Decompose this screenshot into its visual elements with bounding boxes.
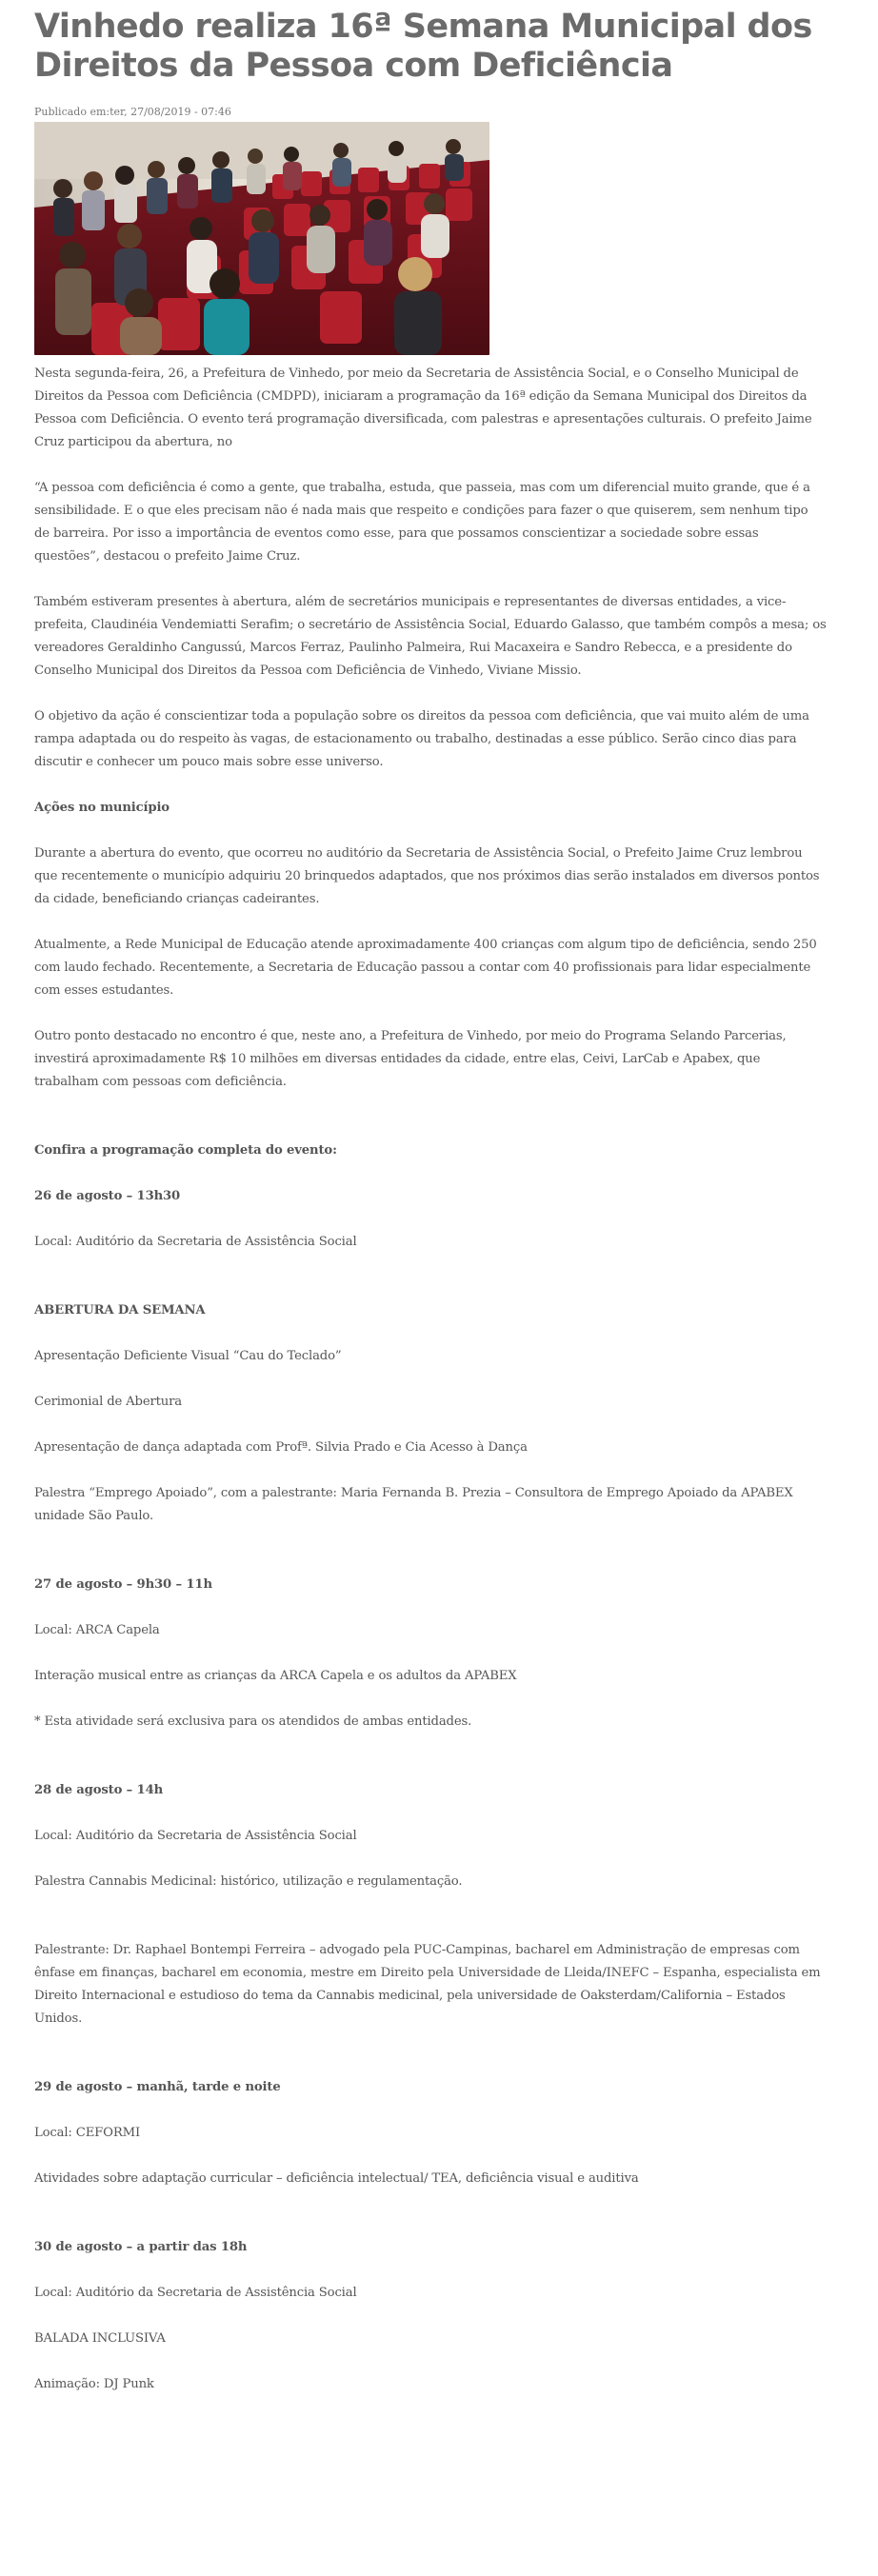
day-heading: 29 de agosto – manhã, tarde e noite [34, 2080, 281, 2094]
day-heading: 26 de agosto – 13h30 [34, 1189, 181, 1203]
day-location: Local: Auditório da Secretaria de Assistência Social [34, 2286, 357, 2300]
day-location: Local: Auditório da Secretaria de Assistência Social [34, 1829, 357, 1843]
schedule-note: * Esta atividade será exclusiva para os atendidos de ambas entidades. [34, 1714, 472, 1729]
article [34, 8, 827, 2396]
schedule-item: Apresentação Deficiente Visual “Cau do Teclado” [34, 1349, 342, 1363]
schedule-item: Atividades sobre adaptação curricular – deficiência intelectual/ TEA, deficiência visual e auditiva [34, 2171, 639, 2186]
day-heading: 30 de agosto – a partir das 18h [34, 2240, 248, 2254]
day-subheading: ABERTURA DA SEMANA [34, 1303, 206, 1318]
intro-paragraph-1: Nesta segunda-feira, 26, a Prefeitura de Vinhedo, por meio da Secretaria de Assistência Social, e o Conselho Municipal de Direitos da Pessoa com Deficiência (CMDPD), iniciaram a programação da 16ª edição da Semana Municipal dos Direitos da Pessoa com Deficiência. O evento terá programação diversificada, com palestras e apresentações culturais. O prefeito Jaime Cruz participou da abertura, no [34, 367, 812, 449]
article-body [34, 363, 827, 2396]
day-location: Local: Auditório da Secretaria de Assistência Social [34, 1235, 357, 1249]
schedule-item: BALADA INCLUSIVA [34, 2331, 166, 2346]
schedule-heading: Confira a programação completa do evento: [34, 1143, 337, 1158]
section-paragraph-3: Outro ponto destacado no encontro é que, neste ano, a Prefeitura de Vinhedo, por meio do Programa Selando Parcerias, investirá aproximadamente R$ 10 milhões em diversas entidades da cidade, entre elas, Ceivi, LarCab e Apabex, que trabalham com pessoas com deficiência. [34, 1029, 787, 1089]
speaker-bio: Palestrante: Dr. Raphael Bontempi Ferreira – advogado pela PUC-Campinas, bacharel em Administração de empresas com ênfase em finanças, bacharel em economia, mestre em Direito pela Universidade de Lleida/INEFC – Espanha, especialista em Direito Internacional e estudioso do tema da Cannabis medicinal, pela universidade de Oaksterdam/California – Estados Unidos. [34, 1943, 821, 2026]
day-heading: 27 de agosto – 9h30 – 11h [34, 1577, 212, 1592]
day-location: Local: ARCA Capela [34, 1623, 160, 1637]
schedule-item: Cerimonial de Abertura [34, 1395, 183, 1409]
schedule-item: Palestra “Emprego Apoiado”, com a palestrante: Maria Fernanda B. Prezia – Consultora de Emprego Apoiado da APABEX unidade São Paulo. [34, 1486, 793, 1523]
section-paragraph-2: Atualmente, a Rede Municipal de Educação atende aproximadamente 400 crianças com algum tipo de deficiência, sendo 250 com laudo fechado. Recentemente, a Secretaria de Educação passou a contar com 40 profissionais para lidar especialmente com esses estudantes. [34, 938, 817, 998]
schedule-item: Palestra Cannabis Medicinal: histórico, utilização e regulamentação. [34, 1874, 463, 1889]
section-heading: Ações no município [34, 801, 170, 815]
day-heading: 28 de agosto – 14h [34, 1783, 164, 1797]
intro-paragraph-3: Também estiveram presentes à abertura, além de secretários municipais e representantes de diversas entidades, a vice-prefeita, Claudinéia Vendemiatti Serafim; o secretário de Assistência Social, Eduardo Galasso, que também compôs a mesa; os vereadores Geraldinho Cangussú, Marcos Ferraz, Paulinho Palmeira, Rui Macaxeira e Sandro Rebecca, e a presidente do Conselho Municipal dos Direitos da Pessoa com Deficiência de Vinhedo, Viviane Missio. [34, 595, 827, 678]
published-date: ter, 27/08/2019 - 07:46 [110, 106, 231, 118]
intro-paragraph-4: O objetivo da ação é conscientizar toda a população sobre os direitos da pessoa com deficiência, que vai muito além de uma rampa adaptada ou do respeito às vagas, de estacionamento ou trabalho, destinadas a esse público. Serão cinco dias para discutir e conhecer um pouco mais sobre esse universo. [34, 709, 809, 769]
published-label: Publicado em: [34, 106, 110, 118]
schedule-item: Interação musical entre as crianças da ARCA Capela e os adultos da APABEX [34, 1669, 517, 1683]
day-location: Local: CEFORMI [34, 2126, 141, 2140]
article-photo [34, 122, 489, 355]
intro-paragraph-2: “A pessoa com deficiência é como a gente, que trabalha, estuda, que passeia, mas com um diferencial muito grande, que é a sensibilidade. E o que eles precisam não é nada mais que respeito e condições para fazer o que quiserem, sem nenhum tipo de barreira. Por isso a importância de eventos como esse, para que possamos conscientizar a sociedade sobre essas questões”, destacou o prefeito Jaime Cruz. [34, 481, 810, 564]
article-title: Vinhedo realiza 16ª Semana Municipal dos Direitos da Pessoa com Deficiência [34, 8, 812, 85]
publish-meta [34, 105, 827, 120]
schedule-item: Apresentação de dança adaptada com Profª. Silvia Prado e Cia Acesso à Dança [34, 1440, 528, 1455]
section-paragraph-1: Durante a abertura do evento, que ocorreu no auditório da Secretaria de Assistência Social, o Prefeito Jaime Cruz lembrou que recentemente o município adquiriu 20 brinquedos adaptados, que nos próximos dias serão instalados em diversos pontos da cidade, beneficiando crianças cadeirantes. [34, 846, 820, 906]
schedule-item: Animação: DJ Punk [34, 2377, 154, 2391]
